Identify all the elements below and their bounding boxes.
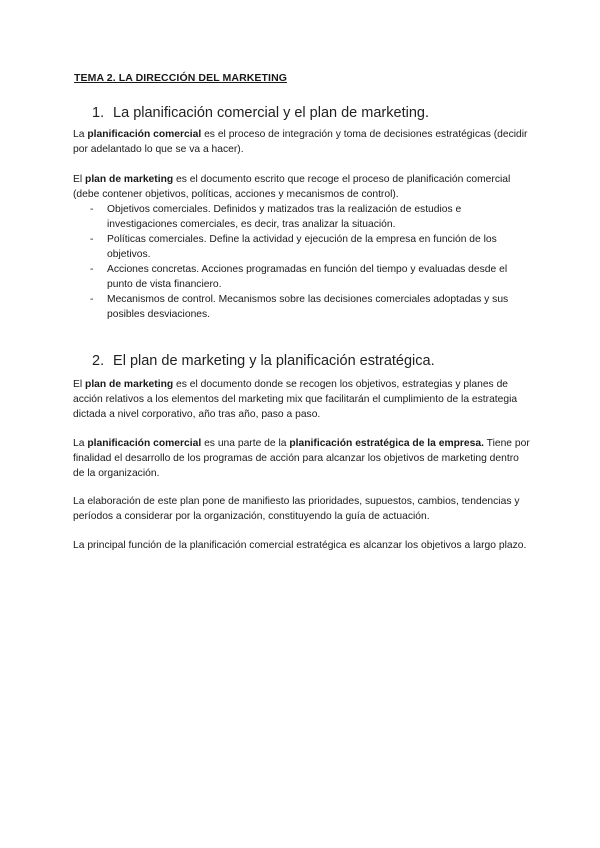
- section-1-paragraph-1: [73, 127, 533, 157]
- list-item: [73, 232, 533, 262]
- bold-term: planificación comercial: [87, 438, 202, 449]
- text-run: Tiene por finalidad el desarrollo de los programas de acción para alcanzar los objetivos de marketing dentro de la organización.: [73, 438, 530, 479]
- section-2-heading: [92, 353, 435, 369]
- section-1-number: 1.: [92, 105, 105, 121]
- section-1-heading: [92, 105, 429, 121]
- text-run: La: [73, 129, 88, 140]
- section-2-paragraph-3: La elaboración de este plan pone de manifiesto las prioridades, supuestos, cambios, tendencias y períodos a considerar por la organización, constituyendo la guía de actuación.: [73, 496, 520, 522]
- bold-term: plan de marketing: [85, 174, 174, 185]
- list-item-text: Mecanismos de control. Mecanismos sobre las decisiones comerciales adoptadas y sus posibles desviaciones.: [107, 294, 509, 320]
- bold-term: plan de marketing: [85, 379, 174, 390]
- document-title: TEMA 2. LA DIRECCIÓN DEL MARKETING: [74, 72, 288, 84]
- text-run: El: [73, 174, 86, 185]
- list-item: [73, 262, 533, 292]
- text-run: El: [73, 379, 86, 390]
- text-run: es el documento escrito que recoge el proceso de planificación comercial (debe contener objetivos, políticas, acciones y mecanismos de control).: [73, 174, 511, 200]
- bullet-dash: -: [90, 294, 94, 305]
- bullet-dash: -: [90, 234, 94, 245]
- section-1-paragraph-2: [73, 172, 533, 202]
- section-2-paragraph-1: [73, 377, 533, 422]
- bold-term: planificación estratégica de la empresa.: [289, 438, 484, 449]
- list-item-text: Acciones concretas. Acciones programadas en función del tiempo y evaluadas desde el punto de vista financiero.: [107, 264, 508, 290]
- section-2-heading-text: El plan de marketing y la planificación estratégica.: [113, 353, 435, 369]
- text-run: es una parte de la: [201, 438, 290, 449]
- bold-term: planificación comercial: [87, 129, 202, 140]
- list-item-text: Políticas comerciales. Define la actividad y ejecución de la empresa en función de los objetivos.: [107, 234, 497, 260]
- text-run: es el proceso de integración y toma de decisiones estratégicas (decidir por adelantado lo que se va a hacer).: [73, 129, 528, 155]
- list-item: [73, 202, 533, 232]
- bullet-dash: -: [90, 264, 94, 275]
- text-run: La: [73, 438, 88, 449]
- section-1-heading-text: La planificación comercial y el plan de marketing.: [113, 105, 429, 121]
- bullet-dash: -: [90, 204, 94, 215]
- section-2-paragraph-2: [73, 436, 533, 481]
- section-2-number: 2.: [92, 353, 105, 369]
- list-item-text: Objetivos comerciales. Definidos y matizados tras la realización de estudios e investigaciones comerciales, es decir, tras analizar la situación.: [107, 204, 462, 230]
- section-1-bullet-list: [73, 202, 533, 322]
- text-run: es el documento donde se recogen los objetivos, estrategias y planes de acción relativos a los elementos del marketing mix que facilitarán el cumplimiento de la estrategia dictada a nivel corporativo, año tras año, paso a paso.: [73, 379, 518, 420]
- section-2-paragraph-4: La principal función de la planificación comercial estratégica es alcanzar los objetivos a largo plazo.: [73, 540, 527, 551]
- list-item: [73, 292, 533, 322]
